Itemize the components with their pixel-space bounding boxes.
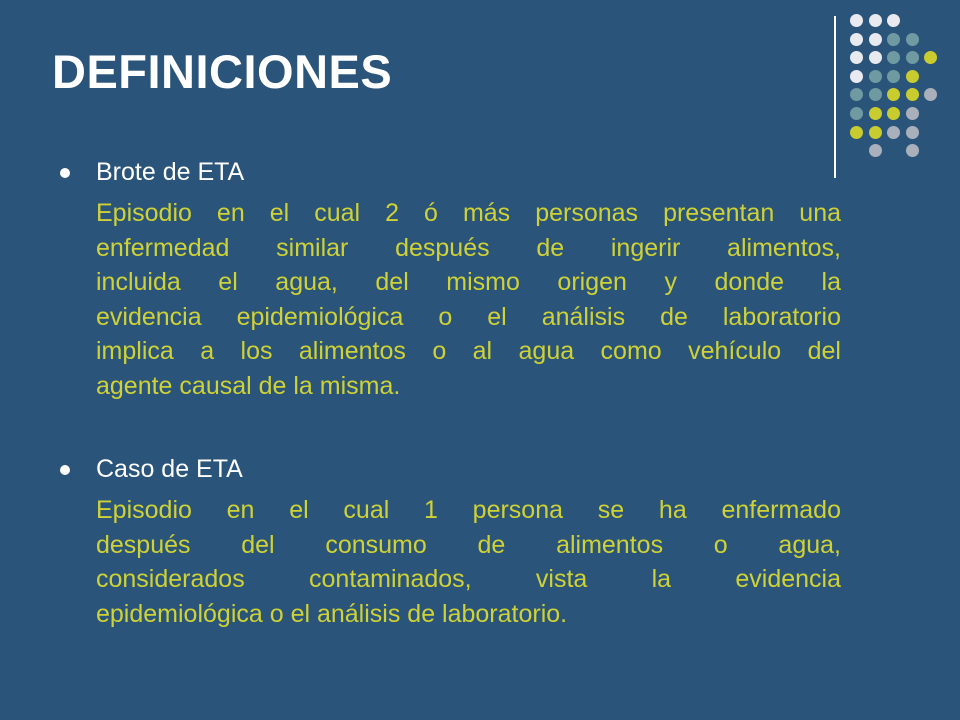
decorative-dot: [887, 126, 900, 139]
decorative-divider-line: [834, 16, 836, 178]
body-line: evidencia epidemiológica o el análisis de laboratorio: [96, 302, 841, 331]
decorative-dot-grid: [850, 14, 950, 154]
decorative-dot: [924, 88, 937, 101]
decorative-dot: [887, 107, 900, 120]
decorative-dot: [906, 144, 919, 157]
decorative-dot: [869, 88, 882, 101]
body-line: agente causal de la misma.: [96, 371, 401, 400]
decorative-dot: [869, 51, 882, 64]
decorative-dot: [906, 51, 919, 64]
decorative-dot: [850, 33, 863, 46]
body-line: incluida el agua, del mismo origen y donde la: [96, 268, 841, 296]
body-line: Episodio en el cual 2 ó más personas presentan una: [96, 199, 841, 227]
decorative-dot: [869, 33, 882, 46]
definition-heading: Caso de ETA: [96, 455, 243, 483]
slide-title: DEFINICIONES: [52, 45, 393, 98]
decorative-dot: [869, 70, 882, 83]
definition-body: [96, 196, 841, 403]
decorative-dot: [850, 107, 863, 120]
decorative-dot: [850, 70, 863, 83]
decorative-dot: [869, 14, 882, 27]
decorative-dot: [906, 70, 919, 83]
decorative-dot: [887, 14, 900, 27]
decorative-dot: [887, 51, 900, 64]
decorative-dot: [850, 126, 863, 139]
body-line: Episodio en el cual 1 persona se ha enfermado: [96, 496, 841, 524]
decorative-dot: [906, 33, 919, 46]
decorative-dot: [906, 126, 919, 139]
decorative-dot: [887, 70, 900, 83]
decorative-dot: [924, 51, 937, 64]
decorative-dot: [906, 88, 919, 101]
bullet-icon: [60, 168, 70, 178]
body-line: epidemiológica o el análisis de laboratorio.: [96, 599, 568, 628]
decorative-dot: [906, 107, 919, 120]
decorative-dot: [869, 126, 882, 139]
bullet-icon: [60, 465, 70, 475]
decorative-dot: [850, 51, 863, 64]
decorative-dot: [850, 14, 863, 27]
decorative-dot: [869, 144, 882, 157]
body-line: considerados contaminados, vista la evidencia: [96, 565, 841, 593]
definition-body: [96, 493, 841, 631]
decorative-dot: [887, 33, 900, 46]
decorative-dot: [850, 88, 863, 101]
body-line: implica a los alimentos o al agua como vehículo del: [96, 337, 841, 365]
decorative-dot: [869, 107, 882, 120]
body-line: enfermedad similar después de ingerir alimentos,: [96, 233, 841, 262]
definition-heading: Brote de ETA: [96, 158, 245, 186]
decorative-dot: [887, 88, 900, 101]
body-line: después del consumo de alimentos o agua,: [96, 530, 841, 559]
